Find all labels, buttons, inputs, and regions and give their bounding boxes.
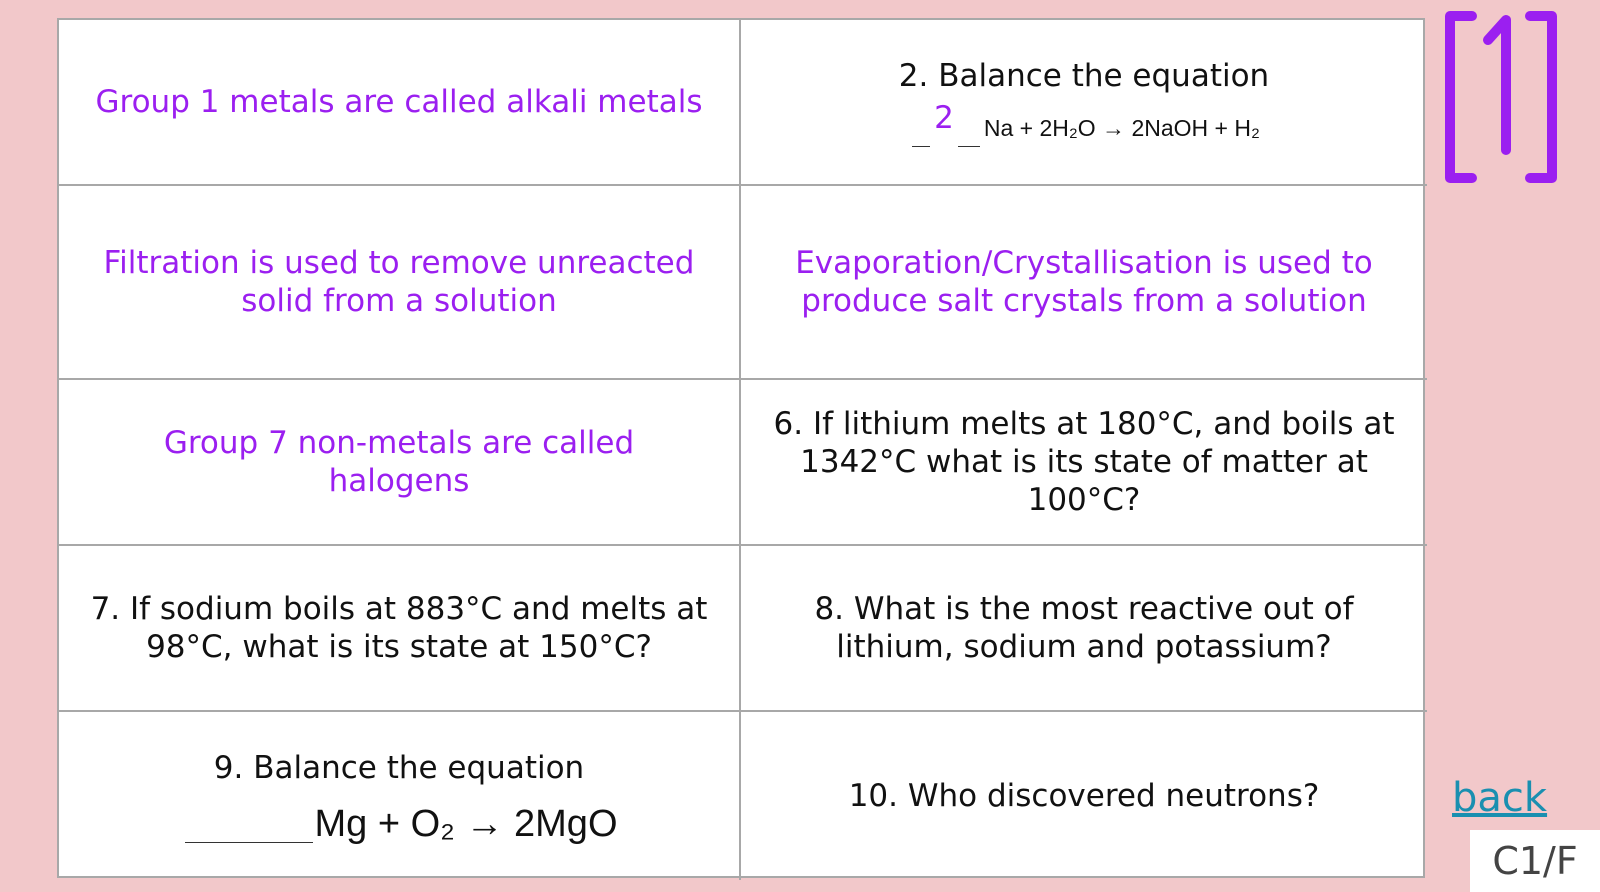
blank-line xyxy=(185,841,313,843)
equation-answer: 2 xyxy=(934,100,954,136)
topic-code-label: C1/F xyxy=(1470,830,1600,892)
question-text: 9. Balance the equation xyxy=(213,750,585,786)
question-text: 2. Balance the equation xyxy=(898,58,1270,94)
cell-1 xyxy=(59,20,741,186)
equation xyxy=(908,100,1260,147)
cell-4 xyxy=(741,186,1427,380)
question-text: 7. If sodium boils at 883°C and melts at 98°C, what is its state at 150°C? xyxy=(90,591,708,665)
cell-5 xyxy=(59,380,741,546)
quiz-grid xyxy=(57,18,1425,878)
cell-3 xyxy=(59,186,741,380)
equation-text: Na + 2H₂O → 2NaOH + H₂ xyxy=(983,115,1260,141)
cell-9 xyxy=(59,712,741,880)
question-text: 8. What is the most reactive out of lithium, sodium and potassium? xyxy=(814,591,1354,665)
bracket-one-logo xyxy=(1440,10,1562,185)
cell-10 xyxy=(741,712,1427,880)
answer-text: Evaporation/Crystallisation is used to produce salt crystals from a solution xyxy=(795,245,1373,319)
answer-text: Filtration is used to remove unreacted solid from a solution xyxy=(103,245,695,319)
cell-6 xyxy=(741,380,1427,546)
cell-8 xyxy=(741,546,1427,712)
blank-line xyxy=(958,145,980,147)
question-text: 6. If lithium melts at 180°C, and boils at 1342°C what is its state of matter at 100°C? xyxy=(773,406,1395,518)
blank-line xyxy=(912,145,930,147)
equation xyxy=(181,805,618,843)
answer-text: Group 1 metals are called alkali metals xyxy=(95,84,703,120)
answer-text: Group 7 non-metals are called halogens xyxy=(163,425,635,499)
cell-7 xyxy=(59,546,741,712)
equation-text: Mg + O₂ → 2MgO xyxy=(314,803,618,845)
question-text: 10. Who discovered neutrons? xyxy=(848,778,1320,814)
cell-2 xyxy=(741,20,1427,186)
back-link[interactable]: back xyxy=(1452,775,1548,821)
